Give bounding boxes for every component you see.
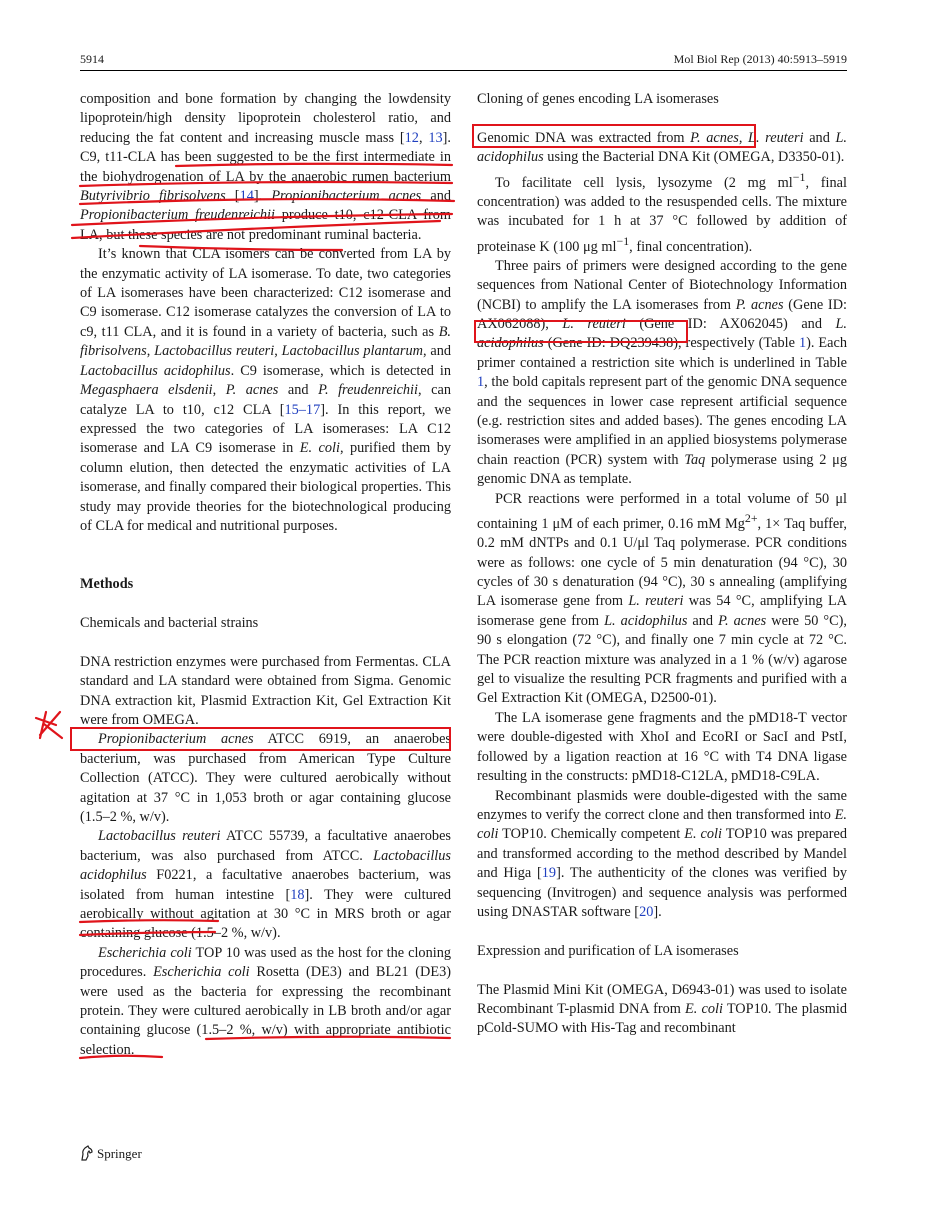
strain-paragraph-lactobacillus: Lactobacillus reuteri ATCC 55739, a facultative anaerobes bacterium, was also purchased from ATCC. Lactobacillus acidophilus F0221, a facultative anaerobes bacterium, was isolated from human intestine [18]. They were cultured aerobically without agitation at 30 °C in MRS broth or agar containing glucose (1.5–2 %, w/v).: [80, 828, 451, 942]
subsection-heading-chemicals: Chemicals and bacterial strains: [80, 614, 259, 631]
primer-paragraph: Three pairs of primers were designed according to the gene sequences from National Center of Biotechnology Information (NCBI) to amplify the LA isomerases from P. acnes (Gene ID: AX062088), L. reuteri (Gene ID: AX062045) and L. acidophilus (Gene ID: DQ239438), respectively (Table 1). Each primer contained a restriction site which is underlined in Table 1, the bold capitals represent part of the genomic DNA sequence and the sequences in lower case represent artificial sequence (e.g. restriction sites and added bases). The genes encoding LA isomerases were amplified in an applied biosystems polymerase chain reaction (PCR) system with Taq polymerase using 2 μg genomic DNA as template.: [477, 257, 848, 488]
journal-citation: Mol Biol Rep (2013) 40:5913–5919: [673, 52, 847, 66]
section-heading-methods: Methods: [80, 576, 134, 593]
citation-link[interactable]: 20: [639, 903, 654, 920]
genomic-dna-paragraph: Genomic DNA was extracted from P. acnes, L. reuteri and L. acidophilus using the Bacterial DNA Kit (OMEGA, D3350-01).: [477, 129, 848, 166]
springer-horse-icon: [80, 1145, 94, 1165]
pcr-paragraph: PCR reactions were performed in a total volume of 50 μl containing 1 μM of each primer, 0.16 mM $Mg^{2+}$, 1× Taq buffer, 0.2 mM dNTPs and 0.1 U/μl Taq polymerase. PCR conditions were as follows: one cycle of 5 min denaturation (94 °C), 30 cycles of 30 s denaturation (94 °C), 30 s annealing (amplifying LA isomerase gene from L. reuteri was 54 °C, amplifying LA isomerase gene from L. acidophilus and P. acnes were 50 °C), 90 s elongation (72 °C), and finally one 7 min cycle at 72 °C. The PCR reaction mixture was analyzed in a 1 % (w/v) agarose gel to visualize the resulting PCR fragments and purified with a Gel Extraction Kit (OMEGA, D2500-01).: [477, 490, 848, 707]
plasmid-paragraph: The Plasmid Mini Kit (OMEGA, D6943-01) was used to isolate Recombinant T-plasmid DNA from E. coli TOP10. The plasmid pCold-SUMO with His-Tag and recombinant: [477, 981, 848, 1037]
page-number: 5914: [80, 52, 104, 66]
citation-link[interactable]: 18: [290, 886, 305, 903]
highlight-box-sigma: [70, 727, 451, 751]
subsection-heading-expression: Expression and purification of LA isomerases: [477, 942, 739, 959]
citation-link[interactable]: 14: [239, 188, 254, 205]
table-link[interactable]: 1: [798, 335, 807, 352]
star-mark-icon: [36, 712, 62, 738]
publisher-footer: [80, 1145, 142, 1165]
intro-paragraph-continued: composition and bone formation by changing the lowdensity lipoprotein/high density lipoprotein cholesterol ratio, and reducing the fat content and increasing muscle mass [12, 13]. C9, t11-CLA has been suggested to be the first intermediate in the biohydrogenation of LA by the anaerobic rumen bacterium Butyrivibrio fibrisolvens [14]. Propionibacterium acnes and Propionibacterium freudenreichii produce t10, c12-CLA from LA, but these species are not predominant ruminal bacteria.: [80, 91, 452, 243]
transformation-paragraph: Recombinant plasmids were double-digested with the same enzymes to verify the correct clone and then transformed into E. coli TOP10. Chemically competent E. coli TOP10 was prepared and transformed according to the method described by Mandel and Higa [19]. The authenticity of the clones was verified by sequencing (Invitrogen) and sequence analysis was performed using DNASTAR software [20].: [477, 787, 847, 920]
right-column: [477, 90, 847, 1039]
publisher-name: Springer: [97, 1146, 142, 1161]
citation-link[interactable]: 19: [541, 865, 557, 882]
cell-lysis-paragraph: To facilitate cell lysis, lysozyme (2 mg $ml^{-1}$, final concentration) was added to the resuspended cells. The mixture was incubated for 1 h at 37 °C followed by addition of proteinase K (100 μg $ml^{-1}$, final concentration).: [477, 169, 847, 255]
citation-link[interactable]: 15–17: [284, 401, 321, 418]
strain-paragraph-p-acnes: Propionibacterium acnes ATCC 6919, an anaerobes bacterium, was purchased from American Type Culture Collection (ATCC). They were cultured aerobically without agitation at 37 °C in 1,053 broth or agar containing glucose (1.5–2 %, w/v).: [80, 731, 451, 825]
citation-link[interactable]: 12: [404, 129, 419, 146]
highlight-box-genomic-dna: [472, 124, 756, 148]
ligation-paragraph: The LA isomerase gene fragments and the pMD18-T vector were double-digested with XhoI and EcoRI or SacI and PstI, followed by a ligation reaction at 16 °C with T4 DNA ligase resulting in the constructs: pMD18-C12LA, pMD18-C9LA.: [477, 709, 847, 785]
intro-paragraph-isomerases: It’s known that CLA isomers can be converted from LA by the enzymatic activity of LA isomerase. To date, two categories of LA isomerases have been characterized: C12 isomerase and C9 isomerase. C12 isomerase catalyzes the conversion of LA to c9, t11 CLA, and it is found in a variety of bacteria, such as B. fibrisolvens, Lactobacillus reuteri, Lactobacillus plantarum, and Lactobacillus acidophilus. C9 isomerase, which is detected in Megasphaera elsdenii, P. acnes and P. freudenreichii, can catalyze LA to t10, c12 CLA [15–17]. In this report, we expressed the two categories of LA isomerases: LA C12 isomerase and LA C9 isomerase in E. coli, purified them by column elution, then detected the enzymatic activities of LA isomerase, and finally compared their biological properties. This study may provide theories for the biotechnological producing of CLA for medical and nutritional purposes.: [80, 246, 452, 534]
strain-paragraph-e-coli: Escherichia coli TOP 10 was used as the host for the cloning procedures. Escherichia coli Rosetta (DE3) and BL21 (DE3) were used as the bacteria for expressing the recombinant protein. They were cultured aerobically in LB broth and/or agar containing glucose (1.5–2 %, w/v) with appropriate antibiotic selection.: [80, 944, 451, 1058]
subsection-heading-cloning: Cloning of genes encoding LA isomerases: [477, 91, 719, 107]
header-rule: [80, 70, 847, 71]
table-link[interactable]: 1: [477, 374, 485, 391]
highlight-box-gene-id: [474, 320, 688, 343]
citation-link[interactable]: 13: [428, 129, 443, 146]
chemicals-paragraph: DNA restriction enzymes were purchased from Fermentas. CLA standard and LA standard were obtained from Sigma. Genomic DNA extraction kit, Plasmid Extraction Kit, Gel Extraction Kit were from OMEGA.: [80, 653, 451, 728]
left-column: [80, 90, 451, 1060]
